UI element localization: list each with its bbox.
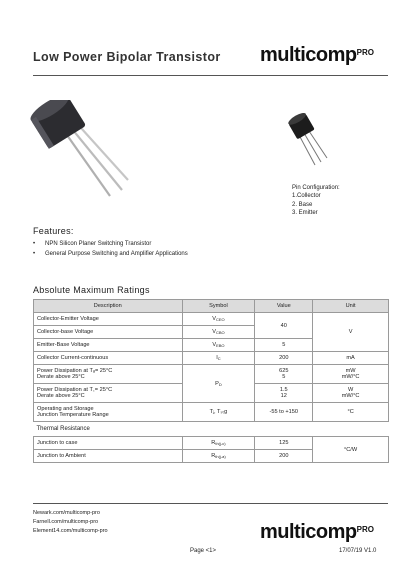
row-unit: °C/W <box>313 437 389 463</box>
features-list <box>33 239 188 259</box>
row-value: 200 <box>255 352 313 365</box>
footer-links <box>33 509 108 536</box>
row-unit: W mW/°C <box>313 384 389 403</box>
ratings-heading: Absolute Maximum Ratings <box>33 285 150 295</box>
table-row <box>34 403 389 422</box>
row-symbol: $P_D$ <box>182 365 255 403</box>
row-symbol: $V_{EBO}$ <box>182 339 255 352</box>
revision-date: 17/07/19 V1.0 <box>339 548 377 554</box>
brand-logo-footer: multicomp$^{PRO}$ <box>260 521 374 543</box>
row-description: Junction to Ambient <box>34 450 183 463</box>
transistor-pinout-photo <box>285 113 335 168</box>
brand-logo: multicomp$^{PRO}$ <box>260 44 374 66</box>
row-symbol: $I_C$ <box>182 352 255 365</box>
footer-divider <box>33 503 388 504</box>
pin-configuration-heading: Pin Configuration: <box>292 185 340 191</box>
column-header: Symbol <box>182 300 255 313</box>
table-header-row <box>34 300 389 313</box>
row-unit: °C <box>313 403 389 422</box>
row-description: Emitter-Base Voltage <box>34 339 183 352</box>
row-description: Junction to case <box>34 437 183 450</box>
row-value: 40 <box>255 313 313 339</box>
row-symbol: $R_{th(j-c)}$ <box>182 437 255 450</box>
row-unit: V <box>313 313 389 352</box>
features-heading: Features: <box>33 226 74 236</box>
row-symbol: Tⱼ, Tₛₜg <box>182 403 255 422</box>
feature-item: • NPN Silicon Planer Switching Transistor <box>33 241 152 247</box>
column-header: Description <box>34 300 183 313</box>
bullet-icon: • <box>33 241 36 247</box>
column-header: Value <box>255 300 313 313</box>
row-symbol: $V_{CEO}$ <box>182 313 255 326</box>
footer-link[interactable]: Element14.com/multicomp-pro <box>33 528 108 534</box>
footer-link[interactable]: Farnell.com/multicomp-pro <box>33 519 99 525</box>
table-row <box>34 313 389 326</box>
document-title: Low Power Bipolar Transistor <box>33 50 221 64</box>
row-description: Collector-base Voltage <box>34 326 183 339</box>
row-description: Power Dissipation at Tₐ= 25°C Derate above 25°C <box>34 365 183 384</box>
row-value: 200 <box>255 450 313 463</box>
row-value: 1.5 12 <box>255 384 313 403</box>
row-description: Power Dissipation at T꜀= 25°C Derate above 25°C <box>34 384 183 403</box>
ratings-table <box>33 299 389 463</box>
column-header: Unit <box>313 300 389 313</box>
header-divider <box>33 75 388 76</box>
pin-item: 2. Base <box>292 201 313 208</box>
row-value: -55 to +150 <box>255 403 313 422</box>
feature-item: • General Purpose Switching and Amplifier Applications <box>33 251 188 257</box>
row-symbol: $V_{CBO}$ <box>182 326 255 339</box>
row-unit: mW mW/°C <box>313 365 389 384</box>
row-symbol: $R_{th(j-a)}$ <box>182 450 255 463</box>
table-row <box>34 365 389 384</box>
page-number: Page <1> <box>190 548 217 554</box>
footer-link[interactable]: Newark.com/multicomp-pro <box>33 510 100 516</box>
pin-item: 1.Collector <box>292 193 321 200</box>
table-section-row <box>34 422 389 437</box>
table-row <box>34 352 389 365</box>
thermal-heading: Thermal Resistance <box>34 422 389 437</box>
pin-item: 3. Emitter <box>292 209 318 216</box>
bullet-icon: • <box>33 251 36 257</box>
row-value: 125 <box>255 437 313 450</box>
transistor-photo-large <box>28 100 140 200</box>
row-value: 5 <box>255 339 313 352</box>
row-value: 625 5 <box>255 365 313 384</box>
row-description: Collector-Emitter Voltage <box>34 313 183 326</box>
pin-configuration <box>292 184 340 217</box>
table-row <box>34 437 389 450</box>
row-unit: mA <box>313 352 389 365</box>
row-description: Collector Current-continuous <box>34 352 183 365</box>
row-description: Operating and Storage Junction Temperature Range <box>34 403 183 422</box>
